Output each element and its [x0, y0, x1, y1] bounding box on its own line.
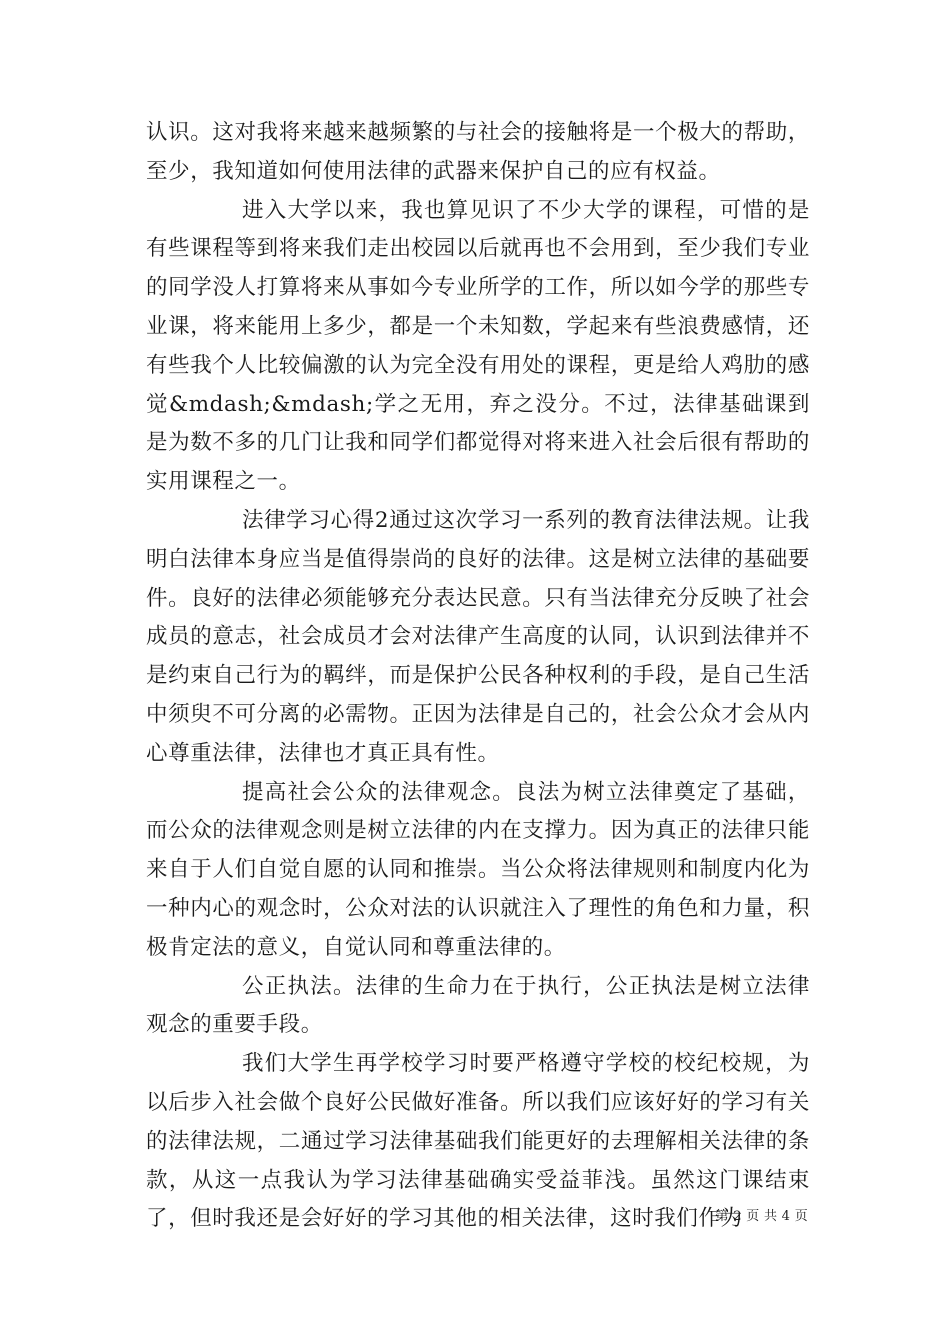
paragraph: 认识。这对我将来越来越频繁的与社会的接触将是一个极大的帮助，至少，我知道如何使用法律的武器来保护自己的应有权益。: [146, 120, 810, 184]
page-number-footer: 第 2 页 共 4 页: [715, 1209, 808, 1224]
paragraph: 公正执法。法律的生命力在于执行，公正执法是树立法律观念的重要手段。: [146, 973, 810, 1038]
paragraph: 我们大学生再学校学习时要严格遵守学校的校纪校规，为以后步入社会做个良好公民做好准备。所以我们应该好好的学习有关的法律法规，二通过学习法律基础我们能更好的去理解相关法律的条款，从这一点我认为学习法律基础确实受益菲浅。虽然这门课结束了，但时我还是会好好的学习其他的相关法律，这时我们作为: [146, 1051, 810, 1232]
document-body: [146, 114, 810, 1239]
paragraph: 进入大学以来，我也算见识了不少大学的课程，可惜的是有些课程等到将来我们走出校园以后就再也不会用到，至少我们专业的同学没人打算将来从事如今专业所学的工作，所以如今学的那些专业课，将来能用上多少，都是一个未知数，学起来有些浪费感情，还有些我个人比较偏激的认为完全没有用处的课程，更是给人鸡肋的感觉&mdash;&mdash;学之无用，弃之没分。不过，法律基础课到是为数不多的几门让我和同学们都觉得对将来进入社会后很有帮助的实用课程之一。: [146, 197, 810, 495]
paragraph: 法律学习心得2通过这次学习一系列的教育法律法规。让我明白法律本身应当是值得崇尚的良好的法律。这是树立法律的基础要件。良好的法律必须能够充分表达民意。只有当法律充分反映了社会成员的意志，社会成员才会对法律产生高度的认同，认识到法律并不是约束自己行为的羁绊，而是保护公民各种权利的手段，是自己生活中须臾不可分离的必需物。正因为法律是自己的，社会公众才会从内心尊重法律，法律也才真正具有性。: [146, 507, 810, 766]
paragraph: 提高社会公众的法律观念。良法为树立法律奠定了基础，而公众的法律观念则是树立法律的内在支撑力。因为真正的法律只能来自于人们自觉自愿的认同和推崇。当公众将法律规则和制度内化为一种内心的观念时，公众对法的认识就注入了理性的角色和力量，积极肯定法的意义，自觉认同和尊重法律的。: [146, 779, 810, 960]
